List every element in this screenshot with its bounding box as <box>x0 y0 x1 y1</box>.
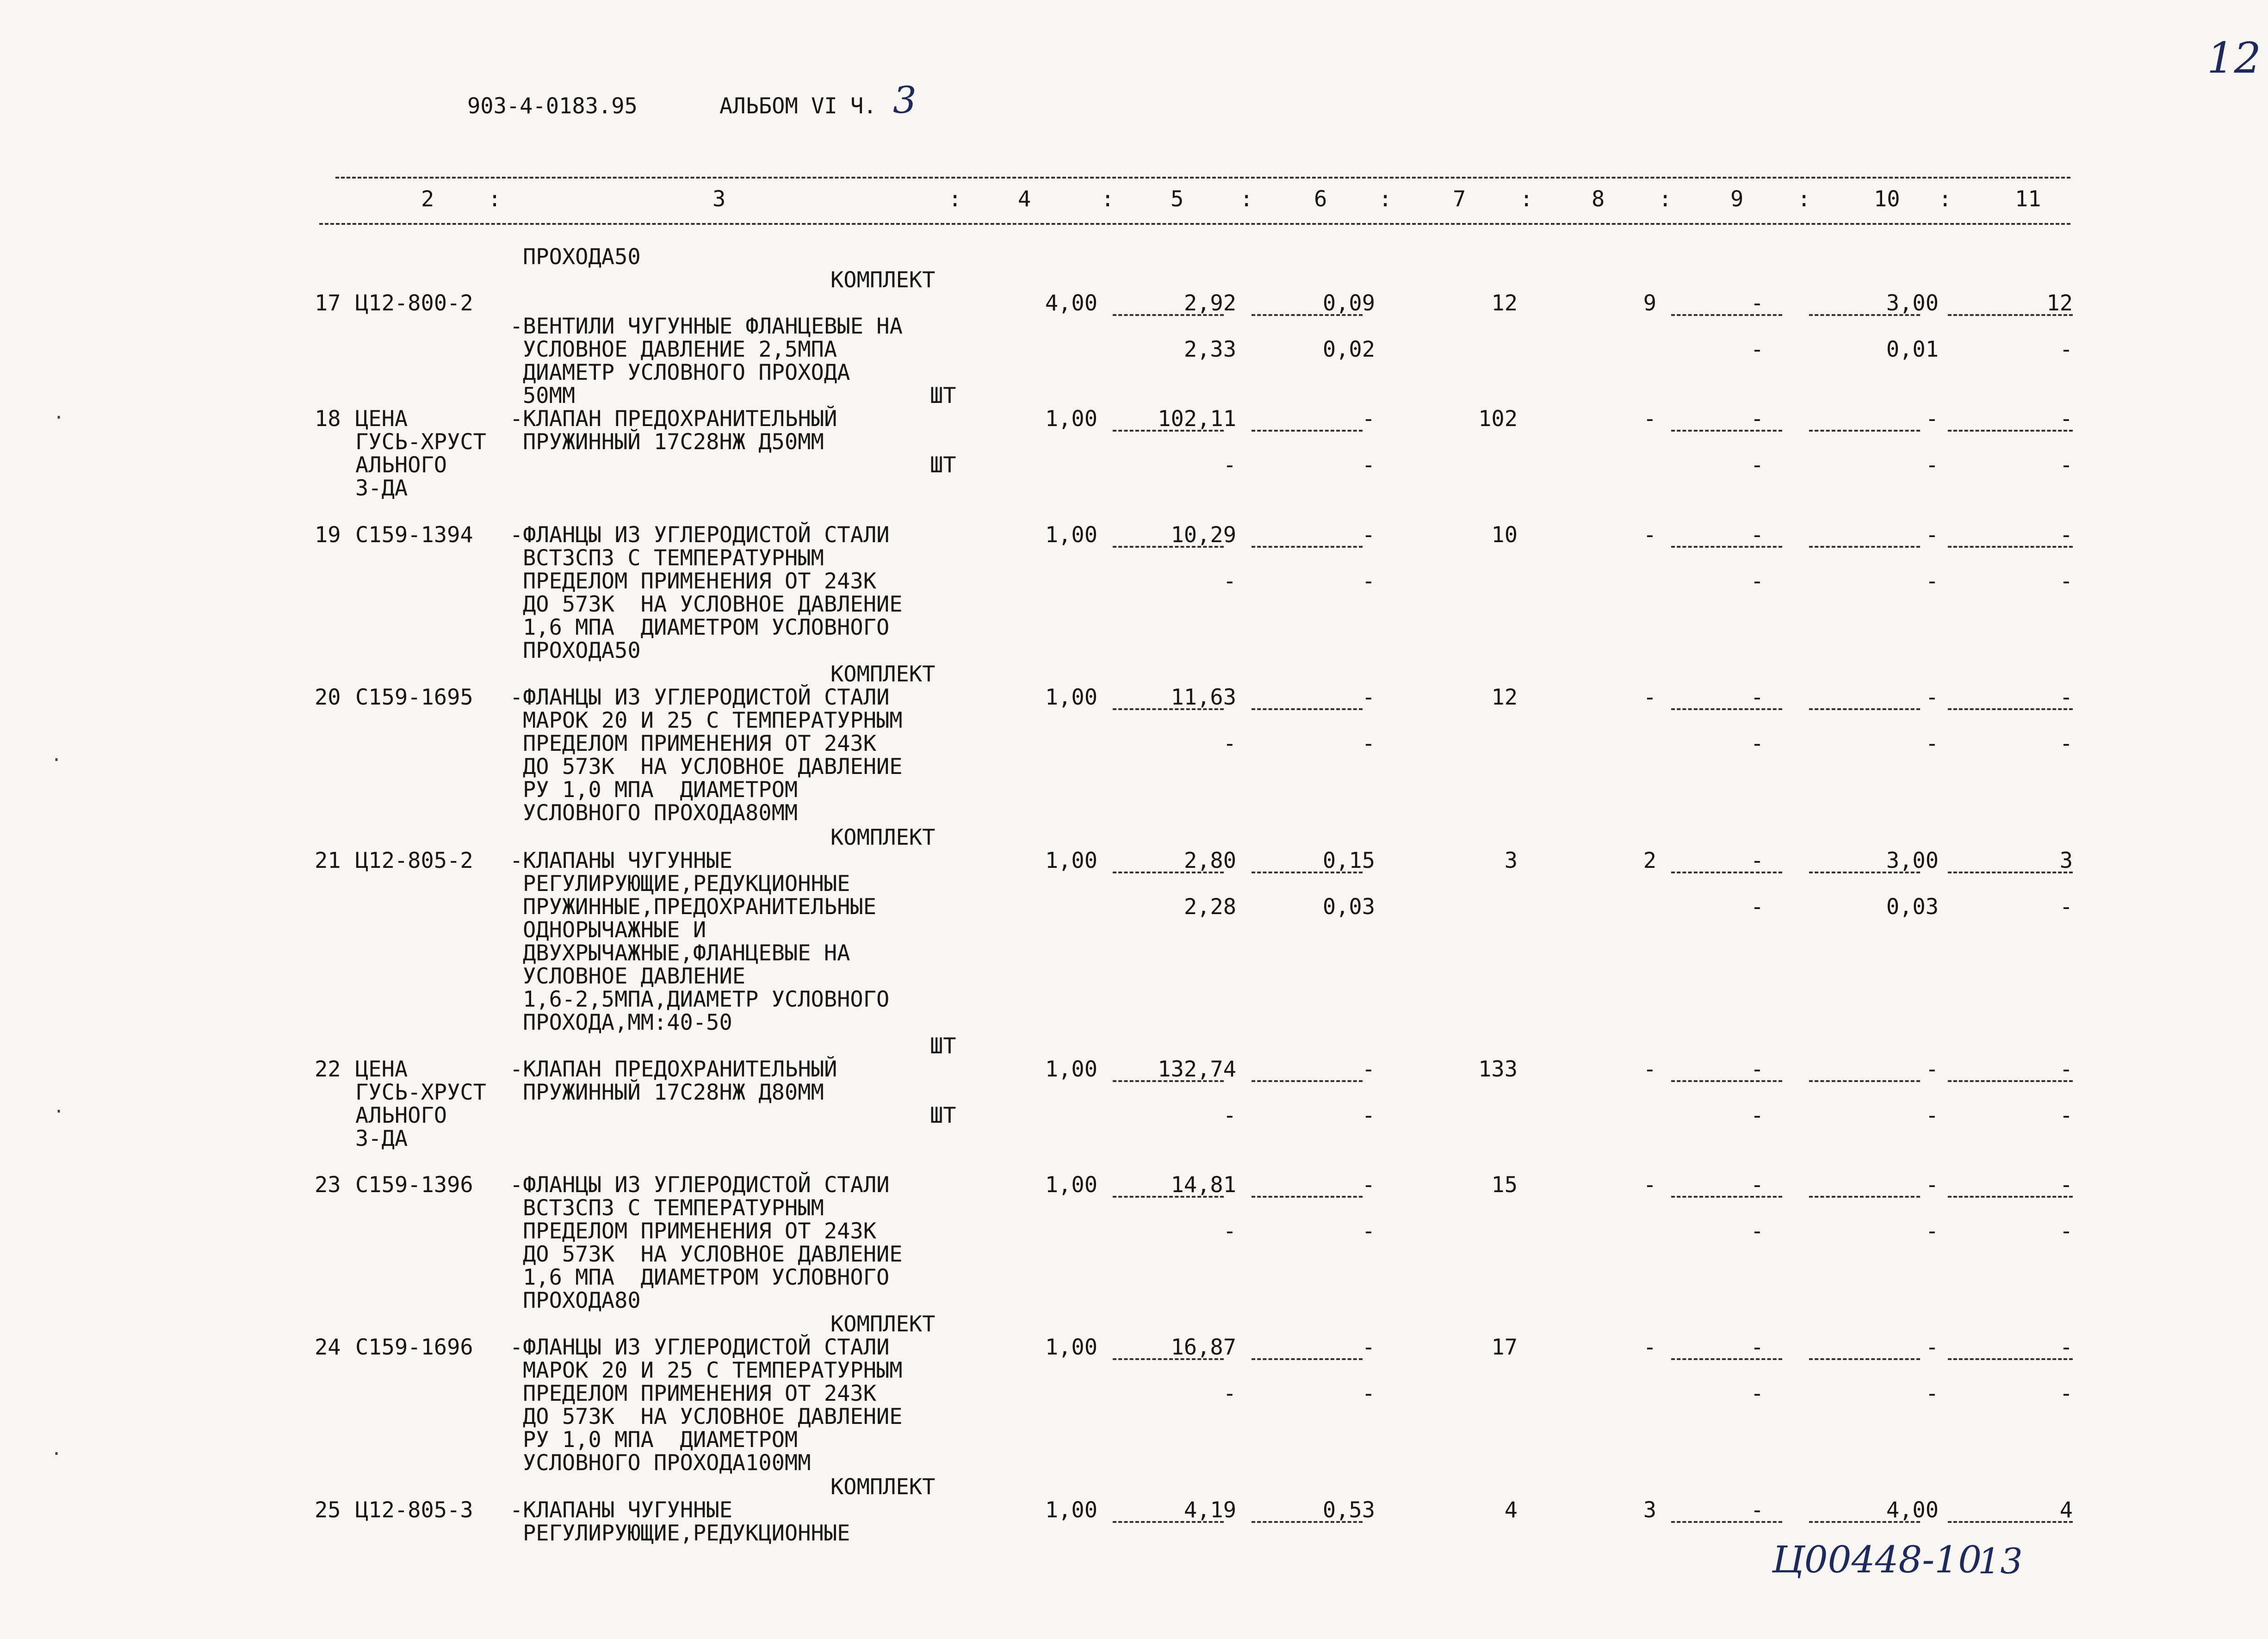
unit-label: КОМПЛЕКТ <box>830 267 936 293</box>
cell-separator-dashes <box>1113 1196 1224 1198</box>
item-description-line: ОДНОРЫЧАЖНЫЕ И <box>523 917 706 943</box>
cell-c4: 1,00 <box>1045 685 1097 710</box>
item-description-line: УСЛОВНОЕ ДАВЛЕНИЕ <box>523 964 746 989</box>
item-description-line: ДО 573К НА УСЛОВНОЕ ДАВЛЕНИЕ <box>523 592 903 617</box>
cell-separator-dashes <box>1671 1521 1782 1523</box>
unit-label: КОМПЛЕКТ <box>830 825 936 850</box>
cell-separator-dashes <box>1671 708 1782 710</box>
item-description-line: -ВЕНТИЛИ ЧУГУННЫЕ ФЛАНЦЕВЫЕ НА <box>510 314 903 339</box>
cell-c7: 102 <box>1478 406 1518 432</box>
item-description-line: -КЛАПАНЫ ЧУГУННЫЕ <box>510 848 733 873</box>
cell-c5: 11,63 <box>1171 685 1236 710</box>
sheet-number-handwritten: 13 <box>1978 1540 2023 1582</box>
cell-s11-sub: - <box>2059 337 2073 362</box>
cell-s5-sub: - <box>1223 1218 1236 1244</box>
cell-c9: - <box>1750 406 1764 432</box>
column-separator: : <box>1379 186 1392 212</box>
cell-c10: - <box>1925 522 1939 548</box>
header-bottom-rule <box>319 223 2070 225</box>
cell-c9: - <box>1750 1172 1764 1198</box>
cell-c7: 10 <box>1491 522 1518 548</box>
cell-s6-sub: - <box>1362 452 1375 478</box>
cell-separator-dashes <box>1252 314 1363 316</box>
cell-separator-dashes <box>1252 430 1363 432</box>
cell-c4: 1,00 <box>1045 406 1097 432</box>
unit-label: КОМПЛЕКТ <box>830 662 936 687</box>
cell-c10: 3,00 <box>1886 291 1939 316</box>
column-header-6: 6 <box>1314 186 1327 212</box>
margin-mark: · <box>53 407 65 428</box>
cell-c5: 102,11 <box>1158 406 1236 432</box>
cell-c5: 4,19 <box>1184 1497 1236 1523</box>
cell-s9-sub: - <box>1750 337 1764 362</box>
cell-separator-dashes <box>1113 1080 1224 1082</box>
document-code: 903-4-0183.95 <box>467 93 638 119</box>
cell-separator-dashes <box>1809 872 1920 873</box>
item-code: З-ДА <box>355 476 408 501</box>
cell-s10-sub: - <box>1925 452 1939 478</box>
item-description-line: ДО 573К НА УСЛОВНОЕ ДАВЛЕНИЕ <box>523 1242 903 1267</box>
cell-s5-sub: 2,33 <box>1184 337 1236 362</box>
cell-c4: 1,00 <box>1045 1057 1097 1082</box>
column-separator: : <box>1101 186 1115 212</box>
cell-c7: 12 <box>1491 685 1518 710</box>
cell-s5-sub: 2,28 <box>1184 894 1236 920</box>
item-description-line: ПРОХОДА50 <box>523 244 641 270</box>
column-header-3: 3 <box>713 186 726 212</box>
cell-c4: 1,00 <box>1045 1497 1097 1523</box>
cell-separator-dashes <box>1113 1358 1224 1360</box>
cell-separator-dashes <box>1671 546 1782 548</box>
cell-c10: - <box>1925 1172 1939 1198</box>
item-description-line: ПРОХОДА80 <box>523 1288 641 1313</box>
cell-separator-dashes <box>1252 1080 1363 1082</box>
item-description-line: ДВУХРЫЧАЖНЫЕ,ФЛАНЦЕВЫЕ НА <box>523 940 850 966</box>
cell-separator-dashes <box>1671 430 1782 432</box>
cell-separator-dashes <box>1252 1521 1363 1523</box>
item-code: АЛЬНОГО <box>355 452 447 478</box>
item-code: С159-1696 <box>355 1335 473 1360</box>
item-number: 23 <box>315 1172 341 1198</box>
item-number: 22 <box>315 1057 341 1082</box>
cell-c10: - <box>1925 406 1939 432</box>
item-description-line: ПРУЖИННЫЙ 17С28НЖ Д80ММ <box>523 1080 824 1105</box>
cell-c9: - <box>1750 1057 1764 1082</box>
cell-separator-dashes <box>1252 546 1363 548</box>
item-description-line: УСЛОВНОЕ ДАВЛЕНИЕ 2,5МПА <box>523 337 837 362</box>
cell-separator-dashes <box>1948 1080 2073 1082</box>
cell-separator-dashes <box>1809 1358 1920 1360</box>
cell-separator-dashes <box>1671 1196 1782 1198</box>
cell-c6: - <box>1362 685 1375 710</box>
column-header-5: 5 <box>1171 186 1184 212</box>
cell-c5: 2,80 <box>1184 848 1236 873</box>
cell-c9: - <box>1750 1335 1764 1360</box>
cell-s5-sub: - <box>1223 452 1236 478</box>
cell-c4: 1,00 <box>1045 848 1097 873</box>
item-description-line: -КЛАПАНЫ ЧУГУННЫЕ <box>510 1497 733 1523</box>
item-description-line: -ФЛАНЦЫ ИЗ УГЛЕРОДИСТОЙ СТАЛИ <box>510 1172 890 1198</box>
item-description-line: ПРОХОДА,ММ:40-50 <box>523 1010 732 1035</box>
cell-s9-sub: - <box>1750 894 1764 920</box>
item-description-line: ПРОХОДА50 <box>523 638 641 663</box>
cell-separator-dashes <box>1671 872 1782 873</box>
item-description-line: ПРЕДЕЛОМ ПРИМЕНЕНИЯ ОТ 243К <box>523 731 877 756</box>
cell-c11: 3 <box>2059 848 2073 873</box>
column-header-7: 7 <box>1453 186 1466 212</box>
cell-s11-sub: - <box>2059 894 2073 920</box>
item-description-line: ДО 573К НА УСЛОВНОЕ ДАВЛЕНИЕ <box>523 754 903 779</box>
column-header-4: 4 <box>1018 186 1031 212</box>
column-separator: : <box>1520 186 1533 212</box>
cell-c9: - <box>1750 291 1764 316</box>
cell-c5: 10,29 <box>1171 522 1236 548</box>
cell-c6: 0,09 <box>1322 291 1375 316</box>
cell-separator-dashes <box>1671 1080 1782 1082</box>
unit-label: КОМПЛЕКТ <box>830 1474 936 1500</box>
item-code: С159-1394 <box>355 522 473 548</box>
unit-label: ШТ <box>930 383 956 408</box>
cell-s10-sub: - <box>1925 1218 1939 1244</box>
cell-c10: 4,00 <box>1886 1497 1939 1523</box>
cell-c6: - <box>1362 406 1375 432</box>
cell-s10-sub: - <box>1925 569 1939 594</box>
item-code: Ц12-800-2 <box>355 291 473 316</box>
unit-label: ШТ <box>930 1103 956 1128</box>
cell-separator-dashes <box>1113 872 1224 873</box>
column-header-10: 10 <box>1874 186 1900 212</box>
cell-s6-sub: - <box>1362 1218 1375 1244</box>
cell-c6: - <box>1362 1335 1375 1360</box>
cell-separator-dashes <box>1948 314 2073 316</box>
cell-s11-sub: - <box>2059 1103 2073 1128</box>
cell-c4: 1,00 <box>1045 1335 1097 1360</box>
stamp-handwritten: Ц00448-10 <box>1772 1538 1982 1581</box>
cell-c8: - <box>1643 522 1656 548</box>
item-description-line: ПРЕДЕЛОМ ПРИМЕНЕНИЯ ОТ 243К <box>523 569 877 594</box>
item-description-line: -КЛАПАН ПРЕДОХРАНИТЕЛЬНЫЙ <box>510 1057 837 1082</box>
cell-c8: - <box>1643 406 1656 432</box>
cell-c11: 12 <box>2046 291 2073 316</box>
header-top-rule <box>335 177 2070 179</box>
cell-c5: 132,74 <box>1158 1057 1236 1082</box>
column-separator: : <box>1240 186 1253 212</box>
cell-s11-sub: - <box>2059 731 2073 756</box>
item-description-line: ВСТЗСПЗ С ТЕМПЕРАТУРНЫМ <box>523 1195 824 1221</box>
cell-separator-dashes <box>1113 430 1224 432</box>
column-header-2: 2 <box>421 186 434 212</box>
cell-separator-dashes <box>1809 430 1920 432</box>
margin-mark: · <box>53 1101 65 1122</box>
item-description-line: -КЛАПАН ПРЕДОХРАНИТЕЛЬНЫЙ <box>510 406 837 432</box>
cell-c4: 4,00 <box>1045 291 1097 316</box>
item-code: ГУСЬ-ХРУСТ <box>355 429 486 455</box>
cell-separator-dashes <box>1948 708 2073 710</box>
column-separator: : <box>1797 186 1811 212</box>
cell-c7: 3 <box>1504 848 1518 873</box>
cell-s5-sub: - <box>1223 1381 1236 1406</box>
cell-c11: - <box>2059 406 2073 432</box>
cell-c7: 4 <box>1504 1497 1518 1523</box>
column-header-11: 11 <box>2015 186 2041 212</box>
cell-s10-sub: 0,03 <box>1886 894 1939 920</box>
cell-s9-sub: - <box>1750 569 1764 594</box>
cell-c10: - <box>1925 1335 1939 1360</box>
unit-label: ШТ <box>930 452 956 478</box>
cell-separator-dashes <box>1948 1196 2073 1198</box>
cell-s5-sub: - <box>1223 731 1236 756</box>
cell-separator-dashes <box>1948 1521 2073 1523</box>
item-code: ГУСЬ-ХРУСТ <box>355 1080 486 1105</box>
cell-s11-sub: - <box>2059 569 2073 594</box>
cell-c7: 17 <box>1491 1335 1518 1360</box>
cell-separator-dashes <box>1948 872 2073 873</box>
cell-separator-dashes <box>1809 314 1920 316</box>
item-description-line: 1,6 МПА ДИАМЕТРОМ УСЛОВНОГО <box>523 615 890 640</box>
cell-c9: - <box>1750 522 1764 548</box>
cell-c7: 12 <box>1491 291 1518 316</box>
item-description-line: РУ 1,0 МПА ДИАМЕТРОМ <box>523 1427 798 1453</box>
cell-s6-sub: - <box>1362 1381 1375 1406</box>
column-separator: : <box>488 186 502 212</box>
cell-c10: - <box>1925 685 1939 710</box>
unit-label: ШТ <box>930 1033 956 1059</box>
cell-c8: - <box>1643 1172 1656 1198</box>
cell-separator-dashes <box>1113 546 1224 548</box>
cell-separator-dashes <box>1948 546 2073 548</box>
item-description-line: -ФЛАНЦЫ ИЗ УГЛЕРОДИСТОЙ СТАЛИ <box>510 1335 890 1360</box>
item-description-line: РУ 1,0 МПА ДИАМЕТРОМ <box>523 777 798 803</box>
cell-c9: - <box>1750 848 1764 873</box>
margin-mark: · <box>51 749 62 771</box>
cell-s5-sub: - <box>1223 569 1236 594</box>
item-description-line: 1,6 МПА ДИАМЕТРОМ УСЛОВНОГО <box>523 1265 890 1290</box>
cell-separator-dashes <box>1113 708 1224 710</box>
cell-separator-dashes <box>1252 708 1363 710</box>
unit-label: КОМПЛЕКТ <box>830 1311 936 1337</box>
item-description-line: РЕГУЛИРУЮЩИЕ,РЕДУКЦИОННЫЕ <box>523 871 850 897</box>
item-number: 21 <box>315 848 341 873</box>
item-number: 19 <box>315 522 341 548</box>
cell-s11-sub: - <box>2059 1381 2073 1406</box>
cell-s10-sub: - <box>1925 1381 1939 1406</box>
cell-separator-dashes <box>1671 1358 1782 1360</box>
item-code: З-ДА <box>355 1126 408 1151</box>
cell-s6-sub: 0,03 <box>1322 894 1375 920</box>
cell-s11-sub: - <box>2059 1218 2073 1244</box>
cell-separator-dashes <box>1113 314 1224 316</box>
cell-s11-sub: - <box>2059 452 2073 478</box>
item-description-line: ПРЕДЕЛОМ ПРИМЕНЕНИЯ ОТ 243К <box>523 1218 877 1244</box>
cell-c6: - <box>1362 522 1375 548</box>
cell-c5: 16,87 <box>1171 1335 1236 1360</box>
album-part-handwritten: 3 <box>893 79 917 122</box>
column-separator: : <box>948 186 962 212</box>
cell-c10: - <box>1925 1057 1939 1082</box>
cell-c11: 4 <box>2059 1497 2073 1523</box>
cell-separator-dashes <box>1252 1196 1363 1198</box>
cell-c8: 2 <box>1643 848 1656 873</box>
item-description-line: ПРУЖИННЫЕ,ПРЕДОХРАНИТЕЛЬНЫЕ <box>523 894 877 920</box>
cell-separator-dashes <box>1252 1358 1363 1360</box>
item-description-line: 1,6-2,5МПА,ДИАМЕТР УСЛОВНОГО <box>523 987 890 1012</box>
item-description-line: -ФЛАНЦЫ ИЗ УГЛЕРОДИСТОЙ СТАЛИ <box>510 685 890 710</box>
cell-separator-dashes <box>1809 708 1920 710</box>
column-separator: : <box>1939 186 1952 212</box>
item-number: 24 <box>315 1335 341 1360</box>
item-description-line: РЕГУЛИРУЮЩИЕ,РЕДУКЦИОННЫЕ <box>523 1521 850 1546</box>
item-number: 20 <box>315 685 341 710</box>
cell-c7: 133 <box>1478 1057 1518 1082</box>
item-description-line: УСЛОВНОГО ПРОХОДА80ММ <box>523 800 798 826</box>
item-description-line: МАРОК 20 И 25 С ТЕМПЕРАТУРНЫМ <box>523 1358 903 1383</box>
album-label: АЛЬБОМ VI Ч. <box>719 93 877 119</box>
cell-s10-sub: - <box>1925 731 1939 756</box>
cell-c7: 15 <box>1491 1172 1518 1198</box>
item-code: С159-1396 <box>355 1172 473 1198</box>
page-number-handwritten: 12 <box>2207 33 2262 83</box>
cell-separator-dashes <box>1948 1358 2073 1360</box>
margin-mark: · <box>51 1443 62 1465</box>
cell-separator-dashes <box>1948 430 2073 432</box>
cell-c8: 3 <box>1643 1497 1656 1523</box>
cell-c11: - <box>2059 1057 2073 1082</box>
item-description-line: ПРУЖИННЫЙ 17С28НЖ Д50ММ <box>523 429 824 455</box>
item-code: Ц12-805-2 <box>355 848 473 873</box>
item-number: 18 <box>315 406 341 432</box>
column-header-9: 9 <box>1730 186 1744 212</box>
cell-c11: - <box>2059 685 2073 710</box>
cell-separator-dashes <box>1809 1080 1920 1082</box>
item-code: Ц12-805-3 <box>355 1497 473 1523</box>
cell-s9-sub: - <box>1750 1381 1764 1406</box>
item-number: 25 <box>315 1497 341 1523</box>
cell-s6-sub: - <box>1362 569 1375 594</box>
cell-s9-sub: - <box>1750 731 1764 756</box>
cell-c11: - <box>2059 1335 2073 1360</box>
item-description-line: ВСТЗСПЗ С ТЕМПЕРАТУРНЫМ <box>523 545 824 571</box>
cell-c8: - <box>1643 685 1656 710</box>
item-code: АЛЬНОГО <box>355 1103 447 1128</box>
cell-s9-sub: - <box>1750 1218 1764 1244</box>
column-separator: : <box>1659 186 1672 212</box>
cell-c9: - <box>1750 1497 1764 1523</box>
cell-s10-sub: 0,01 <box>1886 337 1939 362</box>
item-description-line: 50ММ <box>523 383 576 408</box>
cell-c8: - <box>1643 1335 1656 1360</box>
cell-c11: - <box>2059 522 2073 548</box>
cell-s5-sub: - <box>1223 1103 1236 1128</box>
cell-separator-dashes <box>1809 1521 1920 1523</box>
item-code: С159-1695 <box>355 685 473 710</box>
cell-s6-sub: - <box>1362 1103 1375 1128</box>
cell-c5: 14,81 <box>1171 1172 1236 1198</box>
cell-c10: 3,00 <box>1886 848 1939 873</box>
item-number: 17 <box>315 291 341 316</box>
cell-s9-sub: - <box>1750 452 1764 478</box>
item-description-line: ДИАМЕТР УСЛОВНОГО ПРОХОДА <box>523 360 850 385</box>
cell-c9: - <box>1750 685 1764 710</box>
cell-separator-dashes <box>1252 872 1363 873</box>
cell-c6: 0,15 <box>1322 848 1375 873</box>
cell-s6-sub: - <box>1362 731 1375 756</box>
item-description-line: МАРОК 20 И 25 С ТЕМПЕРАТУРНЫМ <box>523 708 903 733</box>
cell-c6: 0,53 <box>1322 1497 1375 1523</box>
cell-c8: - <box>1643 1057 1656 1082</box>
cell-c6: - <box>1362 1057 1375 1082</box>
cell-s6-sub: 0,02 <box>1322 337 1375 362</box>
item-description-line: ПРЕДЕЛОМ ПРИМЕНЕНИЯ ОТ 243К <box>523 1381 877 1406</box>
cell-c11: - <box>2059 1172 2073 1198</box>
cell-c6: - <box>1362 1172 1375 1198</box>
column-header-8: 8 <box>1592 186 1605 212</box>
item-description-line: -ФЛАНЦЫ ИЗ УГЛЕРОДИСТОЙ СТАЛИ <box>510 522 890 548</box>
item-description-line: УСЛОВНОГО ПРОХОДА100ММ <box>523 1450 811 1476</box>
item-code: ЦЕНА <box>355 1057 408 1082</box>
cell-c5: 2,92 <box>1184 291 1236 316</box>
cell-separator-dashes <box>1809 1196 1920 1198</box>
item-description-line: ДО 573К НА УСЛОВНОЕ ДАВЛЕНИЕ <box>523 1404 903 1429</box>
cell-separator-dashes <box>1809 546 1920 548</box>
cell-c8: 9 <box>1643 291 1656 316</box>
item-code: ЦЕНА <box>355 406 408 432</box>
cell-s10-sub: - <box>1925 1103 1939 1128</box>
cell-separator-dashes <box>1113 1521 1224 1523</box>
cell-separator-dashes <box>1671 314 1782 316</box>
cell-c4: 1,00 <box>1045 522 1097 548</box>
cell-s9-sub: - <box>1750 1103 1764 1128</box>
cell-c4: 1,00 <box>1045 1172 1097 1198</box>
